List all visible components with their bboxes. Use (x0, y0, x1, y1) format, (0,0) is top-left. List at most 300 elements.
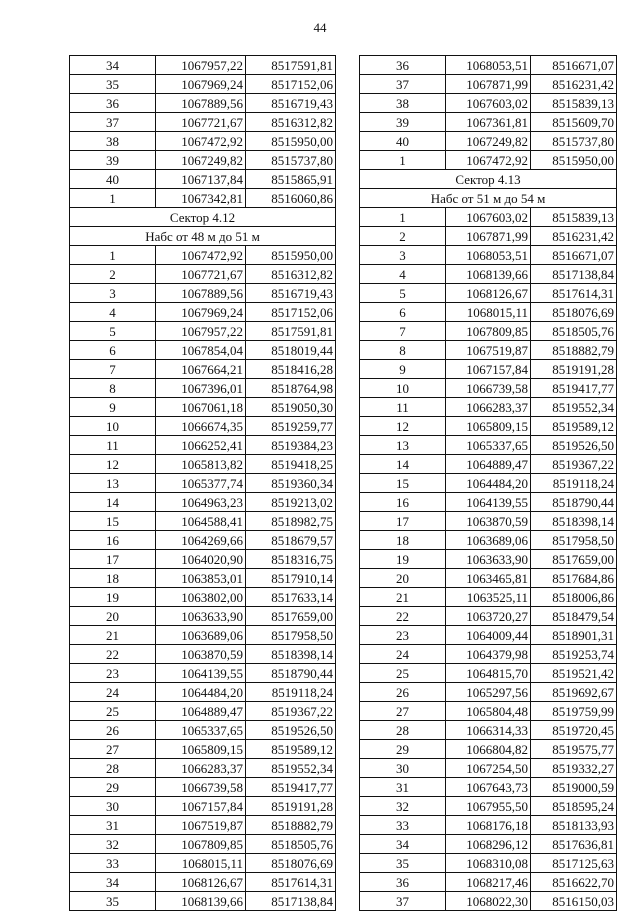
table-row (360, 436, 617, 455)
x-coordinate-cell: 1063870,59 (156, 645, 246, 664)
y-coordinate-cell: 8518901,31 (531, 626, 617, 645)
coordinates-table-left (69, 55, 336, 911)
table-row (70, 75, 336, 94)
point-number-cell: 40 (70, 170, 156, 189)
point-number-cell: 26 (360, 683, 446, 702)
table-body (70, 56, 336, 911)
point-number-cell: 9 (360, 360, 446, 379)
table-row (70, 816, 336, 835)
point-number-cell: 12 (70, 455, 156, 474)
y-coordinate-cell: 8517152,06 (246, 303, 336, 322)
y-coordinate-cell: 8517138,84 (531, 265, 617, 284)
x-coordinate-cell: 1068126,67 (446, 284, 531, 303)
page-number: 44 (313, 20, 327, 35)
point-number-cell: 4 (70, 303, 156, 322)
table-row (70, 664, 336, 683)
point-number-cell: 17 (360, 512, 446, 531)
table-row (360, 341, 617, 360)
point-number-cell: 37 (360, 75, 446, 94)
x-coordinate-cell: 1064484,20 (156, 683, 246, 702)
y-coordinate-cell: 8519118,24 (531, 474, 617, 493)
x-coordinate-cell: 1068022,30 (446, 892, 531, 911)
x-coordinate-cell: 1066739,58 (156, 778, 246, 797)
x-coordinate-cell: 1063870,59 (446, 512, 531, 531)
table-row (360, 607, 617, 626)
table-row (360, 303, 617, 322)
point-number-cell: 17 (70, 550, 156, 569)
x-coordinate-cell: 1065809,15 (446, 417, 531, 436)
point-number-cell: 36 (360, 56, 446, 75)
y-coordinate-cell: 8518764,98 (246, 379, 336, 398)
point-number-cell: 18 (360, 531, 446, 550)
table-row (360, 721, 617, 740)
point-number-cell: 24 (70, 683, 156, 702)
section-header: Набс от 51 м до 54 м (360, 189, 617, 208)
y-coordinate-cell: 8517614,31 (246, 873, 336, 892)
table-row (70, 607, 336, 626)
x-coordinate-cell: 1068217,46 (446, 873, 531, 892)
x-coordinate-cell: 1066283,37 (156, 759, 246, 778)
x-coordinate-cell: 1067519,87 (156, 816, 246, 835)
point-number-cell: 37 (70, 113, 156, 132)
table-row (70, 284, 336, 303)
y-coordinate-cell: 8519332,27 (531, 759, 617, 778)
x-coordinate-cell: 1067157,84 (446, 360, 531, 379)
table-row (70, 854, 336, 873)
table-row (360, 94, 617, 113)
table-row (360, 873, 617, 892)
table-row (70, 322, 336, 341)
point-number-cell: 30 (360, 759, 446, 778)
y-coordinate-cell: 8517138,84 (246, 892, 336, 911)
x-coordinate-cell: 1067955,50 (446, 797, 531, 816)
point-number-cell: 40 (360, 132, 446, 151)
x-coordinate-cell: 1066252,41 (156, 436, 246, 455)
x-coordinate-cell: 1067249,82 (156, 151, 246, 170)
y-coordinate-cell: 8518416,28 (246, 360, 336, 379)
table-row (70, 246, 336, 265)
point-number-cell: 28 (70, 759, 156, 778)
point-number-cell: 4 (360, 265, 446, 284)
point-number-cell: 39 (70, 151, 156, 170)
y-coordinate-cell: 8519417,77 (531, 379, 617, 398)
point-number-cell: 6 (360, 303, 446, 322)
point-number-cell: 36 (360, 873, 446, 892)
y-coordinate-cell: 8519552,34 (246, 759, 336, 778)
y-coordinate-cell: 8519552,34 (531, 398, 617, 417)
point-number-cell: 33 (70, 854, 156, 873)
table-row (70, 151, 336, 170)
table-row (360, 645, 617, 664)
x-coordinate-cell: 1067871,99 (446, 227, 531, 246)
x-coordinate-cell: 1064269,66 (156, 531, 246, 550)
x-coordinate-cell: 1065297,56 (446, 683, 531, 702)
x-coordinate-cell: 1066283,37 (446, 398, 531, 417)
point-number-cell: 35 (70, 75, 156, 94)
table-row (360, 398, 617, 417)
y-coordinate-cell: 8519118,24 (246, 683, 336, 702)
y-coordinate-cell: 8519526,50 (531, 436, 617, 455)
table-row (70, 892, 336, 911)
y-coordinate-cell: 8518076,69 (531, 303, 617, 322)
y-coordinate-cell: 8518982,75 (246, 512, 336, 531)
table-row (70, 550, 336, 569)
x-coordinate-cell: 1067396,01 (156, 379, 246, 398)
x-coordinate-cell: 1067889,56 (156, 94, 246, 113)
x-coordinate-cell: 1067472,92 (156, 132, 246, 151)
table-body (360, 56, 617, 911)
point-number-cell: 7 (360, 322, 446, 341)
table-row (70, 341, 336, 360)
y-coordinate-cell: 8519259,77 (246, 417, 336, 436)
y-coordinate-cell: 8516231,42 (531, 227, 617, 246)
y-coordinate-cell: 8516312,82 (246, 113, 336, 132)
point-number-cell: 3 (70, 284, 156, 303)
x-coordinate-cell: 1068015,11 (446, 303, 531, 322)
table-row (70, 94, 336, 113)
point-number-cell: 12 (360, 417, 446, 436)
point-number-cell: 21 (360, 588, 446, 607)
y-coordinate-cell: 8517591,81 (246, 322, 336, 341)
point-number-cell: 8 (70, 379, 156, 398)
point-number-cell: 25 (70, 702, 156, 721)
x-coordinate-cell: 1066314,33 (446, 721, 531, 740)
point-number-cell: 34 (70, 56, 156, 75)
table-row (360, 132, 617, 151)
x-coordinate-cell: 1065813,82 (156, 455, 246, 474)
table-row (70, 512, 336, 531)
x-coordinate-cell: 1067342,81 (156, 189, 246, 208)
x-coordinate-cell: 1066739,58 (446, 379, 531, 398)
y-coordinate-cell: 8518505,76 (246, 835, 336, 854)
x-coordinate-cell: 1067957,22 (156, 322, 246, 341)
y-coordinate-cell: 8518019,44 (246, 341, 336, 360)
y-coordinate-cell: 8516312,82 (246, 265, 336, 284)
x-coordinate-cell: 1063689,06 (446, 531, 531, 550)
y-coordinate-cell: 8517152,06 (246, 75, 336, 94)
y-coordinate-cell: 8515737,80 (246, 151, 336, 170)
y-coordinate-cell: 8519720,45 (531, 721, 617, 740)
point-number-cell: 3 (360, 246, 446, 265)
point-number-cell: 22 (70, 645, 156, 664)
x-coordinate-cell: 1067809,85 (156, 835, 246, 854)
point-number-cell: 19 (70, 588, 156, 607)
table-row (70, 569, 336, 588)
table-row (70, 759, 336, 778)
point-number-cell: 15 (360, 474, 446, 493)
y-coordinate-cell: 8516622,70 (531, 873, 617, 892)
point-number-cell: 21 (70, 626, 156, 645)
x-coordinate-cell: 1068139,66 (156, 892, 246, 911)
table-row (70, 493, 336, 512)
point-number-cell: 38 (360, 94, 446, 113)
table-row (360, 797, 617, 816)
table-row (70, 778, 336, 797)
table-row (360, 588, 617, 607)
x-coordinate-cell: 1067721,67 (156, 265, 246, 284)
y-coordinate-cell: 8518790,44 (531, 493, 617, 512)
x-coordinate-cell: 1067157,84 (156, 797, 246, 816)
table-row (70, 56, 336, 75)
table-row (360, 683, 617, 702)
y-coordinate-cell: 8516671,07 (531, 56, 617, 75)
x-coordinate-cell: 1064963,23 (156, 493, 246, 512)
section-header-row (360, 170, 617, 189)
point-number-cell: 16 (360, 493, 446, 512)
y-coordinate-cell: 8518679,57 (246, 531, 336, 550)
y-coordinate-cell: 8519253,74 (531, 645, 617, 664)
y-coordinate-cell: 8515950,00 (246, 246, 336, 265)
point-number-cell: 18 (70, 569, 156, 588)
x-coordinate-cell: 1067249,82 (446, 132, 531, 151)
point-number-cell: 1 (70, 189, 156, 208)
x-coordinate-cell: 1063465,81 (446, 569, 531, 588)
x-coordinate-cell: 1063802,00 (156, 588, 246, 607)
section-header-row (360, 189, 617, 208)
section-header: Набс от 48 м до 51 м (70, 227, 336, 246)
y-coordinate-cell: 8519384,23 (246, 436, 336, 455)
x-coordinate-cell: 1067137,84 (156, 170, 246, 189)
table-row (360, 322, 617, 341)
table-row (360, 816, 617, 835)
x-coordinate-cell: 1067472,92 (446, 151, 531, 170)
y-coordinate-cell: 8519692,67 (531, 683, 617, 702)
table-row (360, 56, 617, 75)
table-row (70, 740, 336, 759)
x-coordinate-cell: 1065809,15 (156, 740, 246, 759)
x-coordinate-cell: 1067664,21 (156, 360, 246, 379)
table-row (70, 474, 336, 493)
table-row (360, 892, 617, 911)
point-number-cell: 14 (70, 493, 156, 512)
table-row (360, 75, 617, 94)
y-coordinate-cell: 8515950,00 (246, 132, 336, 151)
y-coordinate-cell: 8519418,25 (246, 455, 336, 474)
x-coordinate-cell: 1068053,51 (446, 246, 531, 265)
table-row (70, 417, 336, 436)
table-row (70, 873, 336, 892)
point-number-cell: 9 (70, 398, 156, 417)
y-coordinate-cell: 8517591,81 (246, 56, 336, 75)
y-coordinate-cell: 8518398,14 (531, 512, 617, 531)
y-coordinate-cell: 8519367,22 (246, 702, 336, 721)
y-coordinate-cell: 8516719,43 (246, 284, 336, 303)
point-number-cell: 5 (360, 284, 446, 303)
y-coordinate-cell: 8519589,12 (531, 417, 617, 436)
coordinates-table-right (359, 55, 617, 911)
table-row (360, 702, 617, 721)
point-number-cell: 6 (70, 341, 156, 360)
x-coordinate-cell: 1067957,22 (156, 56, 246, 75)
table-row (360, 208, 617, 227)
y-coordinate-cell: 8519521,42 (531, 664, 617, 683)
point-number-cell: 2 (360, 227, 446, 246)
table-row (70, 132, 336, 151)
x-coordinate-cell: 1066804,82 (446, 740, 531, 759)
y-coordinate-cell: 8519191,28 (531, 360, 617, 379)
point-number-cell: 35 (360, 854, 446, 873)
y-coordinate-cell: 8517958,50 (531, 531, 617, 550)
table-row (70, 721, 336, 740)
y-coordinate-cell: 8518882,79 (531, 341, 617, 360)
x-coordinate-cell: 1067969,24 (156, 75, 246, 94)
table-row (70, 626, 336, 645)
table-row (360, 113, 617, 132)
y-coordinate-cell: 8517125,63 (531, 854, 617, 873)
point-number-cell: 1 (360, 208, 446, 227)
y-coordinate-cell: 8518790,44 (246, 664, 336, 683)
x-coordinate-cell: 1067361,81 (446, 113, 531, 132)
y-coordinate-cell: 8515737,80 (531, 132, 617, 151)
y-coordinate-cell: 8518076,69 (246, 854, 336, 873)
y-coordinate-cell: 8517636,81 (531, 835, 617, 854)
y-coordinate-cell: 8515839,13 (531, 208, 617, 227)
point-number-cell: 39 (360, 113, 446, 132)
table-row (70, 379, 336, 398)
y-coordinate-cell: 8516060,86 (246, 189, 336, 208)
section-header-row (70, 208, 336, 227)
x-coordinate-cell: 1064020,90 (156, 550, 246, 569)
point-number-cell: 1 (360, 151, 446, 170)
table-row (70, 398, 336, 417)
y-coordinate-cell: 8518006,86 (531, 588, 617, 607)
x-coordinate-cell: 1067643,73 (446, 778, 531, 797)
point-number-cell: 7 (70, 360, 156, 379)
table-row (70, 797, 336, 816)
y-coordinate-cell: 8519360,34 (246, 474, 336, 493)
y-coordinate-cell: 8518479,54 (531, 607, 617, 626)
point-number-cell: 36 (70, 94, 156, 113)
point-number-cell: 15 (70, 512, 156, 531)
y-coordinate-cell: 8515609,70 (531, 113, 617, 132)
y-coordinate-cell: 8519050,30 (246, 398, 336, 417)
point-number-cell: 29 (360, 740, 446, 759)
y-coordinate-cell: 8519417,77 (246, 778, 336, 797)
y-coordinate-cell: 8517614,31 (531, 284, 617, 303)
x-coordinate-cell: 1068126,67 (156, 873, 246, 892)
table-row (360, 493, 617, 512)
table-row (70, 303, 336, 322)
x-coordinate-cell: 1068176,18 (446, 816, 531, 835)
point-number-cell: 27 (360, 702, 446, 721)
table-row (360, 417, 617, 436)
point-number-cell: 34 (70, 873, 156, 892)
x-coordinate-cell: 1067969,24 (156, 303, 246, 322)
x-coordinate-cell: 1065337,65 (446, 436, 531, 455)
table-row (70, 702, 336, 721)
table-row (70, 645, 336, 664)
x-coordinate-cell: 1068296,12 (446, 835, 531, 854)
table-row (360, 550, 617, 569)
x-coordinate-cell: 1065377,74 (156, 474, 246, 493)
x-coordinate-cell: 1065337,65 (156, 721, 246, 740)
y-coordinate-cell: 8519526,50 (246, 721, 336, 740)
x-coordinate-cell: 1064379,98 (446, 645, 531, 664)
x-coordinate-cell: 1066674,35 (156, 417, 246, 436)
table-row (360, 778, 617, 797)
point-number-cell: 26 (70, 721, 156, 740)
y-coordinate-cell: 8517659,00 (246, 607, 336, 626)
point-number-cell: 22 (360, 607, 446, 626)
x-coordinate-cell: 1068015,11 (156, 854, 246, 873)
x-coordinate-cell: 1063689,06 (156, 626, 246, 645)
x-coordinate-cell: 1063633,90 (156, 607, 246, 626)
table-row (360, 512, 617, 531)
point-number-cell: 37 (360, 892, 446, 911)
x-coordinate-cell: 1064889,47 (156, 702, 246, 721)
table-row (70, 436, 336, 455)
point-number-cell: 5 (70, 322, 156, 341)
y-coordinate-cell: 8516671,07 (531, 246, 617, 265)
table-row (360, 835, 617, 854)
table-row (360, 455, 617, 474)
table-row (360, 379, 617, 398)
x-coordinate-cell: 1067889,56 (156, 284, 246, 303)
section-header: Сектор 4.12 (70, 208, 336, 227)
point-number-cell: 14 (360, 455, 446, 474)
point-number-cell: 13 (70, 474, 156, 493)
x-coordinate-cell: 1067721,67 (156, 113, 246, 132)
point-number-cell: 23 (360, 626, 446, 645)
y-coordinate-cell: 8519367,22 (531, 455, 617, 474)
y-coordinate-cell: 8517684,86 (531, 569, 617, 588)
x-coordinate-cell: 1067519,87 (446, 341, 531, 360)
x-coordinate-cell: 1064009,44 (446, 626, 531, 645)
y-coordinate-cell: 8519589,12 (246, 740, 336, 759)
y-coordinate-cell: 8518505,76 (531, 322, 617, 341)
point-number-cell: 10 (70, 417, 156, 436)
table-row (360, 531, 617, 550)
x-coordinate-cell: 1067603,02 (446, 94, 531, 113)
point-number-cell: 32 (360, 797, 446, 816)
table-row (70, 835, 336, 854)
y-coordinate-cell: 8515839,13 (531, 94, 617, 113)
point-number-cell: 30 (70, 797, 156, 816)
y-coordinate-cell: 8516231,42 (531, 75, 617, 94)
point-number-cell: 28 (360, 721, 446, 740)
table-row (70, 113, 336, 132)
x-coordinate-cell: 1068139,66 (446, 265, 531, 284)
x-coordinate-cell: 1063720,27 (446, 607, 531, 626)
table-row (360, 626, 617, 645)
section-header: Сектор 4.13 (360, 170, 617, 189)
point-number-cell: 23 (70, 664, 156, 683)
y-coordinate-cell: 8518595,24 (531, 797, 617, 816)
point-number-cell: 19 (360, 550, 446, 569)
point-number-cell: 20 (360, 569, 446, 588)
x-coordinate-cell: 1064815,70 (446, 664, 531, 683)
point-number-cell: 25 (360, 664, 446, 683)
y-coordinate-cell: 8517910,14 (246, 569, 336, 588)
point-number-cell: 16 (70, 531, 156, 550)
x-coordinate-cell: 1064139,55 (156, 664, 246, 683)
y-coordinate-cell: 8519213,02 (246, 493, 336, 512)
table-row (70, 170, 336, 189)
x-coordinate-cell: 1064889,47 (446, 455, 531, 474)
y-coordinate-cell: 8518316,75 (246, 550, 336, 569)
y-coordinate-cell: 8516150,03 (531, 892, 617, 911)
section-header-row (70, 227, 336, 246)
y-coordinate-cell: 8515865,91 (246, 170, 336, 189)
x-coordinate-cell: 1067472,92 (156, 246, 246, 265)
point-number-cell: 27 (70, 740, 156, 759)
x-coordinate-cell: 1064588,41 (156, 512, 246, 531)
point-number-cell: 29 (70, 778, 156, 797)
x-coordinate-cell: 1063525,11 (446, 588, 531, 607)
point-number-cell: 11 (70, 436, 156, 455)
point-number-cell: 38 (70, 132, 156, 151)
y-coordinate-cell: 8518398,14 (246, 645, 336, 664)
